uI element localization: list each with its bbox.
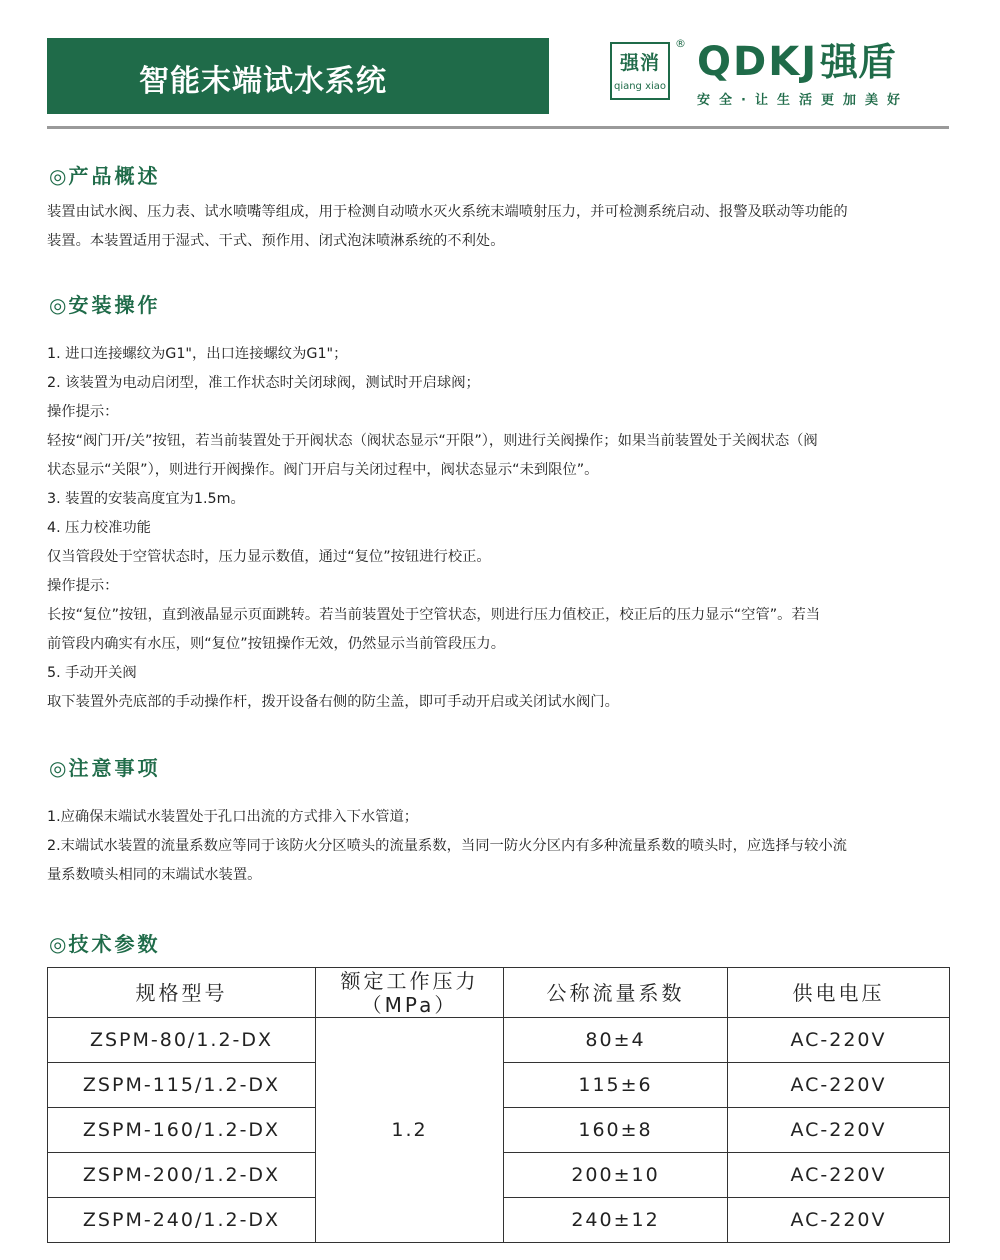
circle-bullet-icon: ◎: [49, 932, 67, 956]
text-line: 1.应确保末端试水装置处于孔口出流的方式排入下水管道；: [47, 809, 419, 825]
title-bar: [47, 38, 549, 114]
page-title: 智能末端试水系统: [139, 64, 387, 99]
cell-model: ZSPM-80/1.2-DX: [48, 1018, 316, 1063]
qiangxiao-logo: [610, 42, 670, 100]
text-line: 轻按“阀门开/关”按钮，若当前装置处于开阀状态（阀状态显示“开限”），则进行关阀操作；如果当前装置处于关阀状态（阀: [47, 433, 818, 449]
header-divider: [47, 126, 949, 129]
text-line: 4. 压力校准功能: [47, 520, 151, 536]
install-paragraph: [47, 340, 952, 717]
text-line: 5. 手动开关阀: [47, 665, 137, 681]
text-line: 仅当管段处于空管状态时，压力显示数值，通过“复位”按钮进行校正。: [47, 549, 491, 565]
circle-bullet-icon: ◎: [49, 164, 67, 188]
circle-bullet-icon: ◎: [49, 293, 67, 317]
text-line: 状态显示“关限”），则进行开阀操作。阀门开启与关闭过程中，阀状态显示“未到限位”。: [47, 462, 599, 478]
brand-cn-name: 强盾: [820, 40, 897, 84]
cell-flow: 80±4: [504, 1018, 728, 1063]
cell-model: ZSPM-115/1.2-DX: [48, 1063, 316, 1108]
cell-flow: 200±10: [504, 1153, 728, 1198]
cell-flow: 115±6: [504, 1063, 728, 1108]
spec-table: [47, 967, 950, 1243]
text-line: 前管段内确实有水压，则“复位”按钮操作无效，仍然显示当前管段压力。: [47, 636, 506, 652]
registered-mark: ®: [675, 37, 686, 50]
overview-paragraph: [47, 198, 952, 256]
header-pressure-unit: （MPa）: [361, 992, 458, 1017]
header-model: 规格型号: [48, 968, 316, 1018]
text-line: 2.末端试水装置的流量系数应等同于该防火分区喷头的流量系数，当同一防火分区内有多种流量系数的喷头时，应选择与较小流: [47, 838, 847, 854]
cell-model: ZSPM-240/1.2-DX: [48, 1198, 316, 1243]
text-line: 量系数喷头相同的末端试水装置。: [47, 867, 262, 883]
text-line: 长按“复位”按钮，直到液晶显示页面跳转。若当前装置处于空管状态，则进行压力值校正，校正后的压力显示“空管”。若当: [47, 607, 821, 623]
text-line: 1. 进口连接螺纹为G1"，出口连接螺纹为G1"；: [47, 346, 348, 362]
brand-letters: QDKJ: [697, 39, 819, 85]
logo-pinyin-text: qiang xiao: [613, 81, 667, 92]
brand-slogan: 安全·让生活更加美好: [697, 93, 909, 108]
text-line: 3. 装置的安装高度宜为1.5m。: [47, 491, 245, 507]
text-line: 装置由试水阀、压力表、试水喷嘴等组成，用于检测自动喷水灭火系统末端喷射压力，并可检测系统启动、报警及联动等功能的: [47, 204, 848, 220]
section-title-text: 技术参数: [68, 932, 161, 956]
header-pressure-line1: 额定工作压力: [340, 968, 479, 993]
section-title-text: 产品概述: [68, 164, 161, 188]
cell-flow: 160±8: [504, 1108, 728, 1153]
text-line: 操作提示：: [47, 578, 119, 594]
header-pressure: [316, 968, 504, 1018]
section-title-notes: [49, 752, 160, 781]
cell-model: ZSPM-200/1.2-DX: [48, 1153, 316, 1198]
cell-voltage: AC-220V: [728, 1108, 950, 1153]
table-row: [48, 1018, 950, 1063]
cell-voltage: AC-220V: [728, 1018, 950, 1063]
text-line: 取下装置外壳底部的手动操作杆，拨开设备右侧的防尘盖，即可手动开启或关闭试水阀门。: [47, 694, 619, 710]
header-voltage: 供电电压: [728, 968, 950, 1018]
header-flow: 公称流量系数: [504, 968, 728, 1018]
table-header-row: [48, 968, 950, 1018]
section-title-overview: [49, 160, 160, 189]
cell-model: ZSPM-160/1.2-DX: [48, 1108, 316, 1153]
cell-flow: 240±12: [504, 1198, 728, 1243]
section-title-install: [49, 289, 160, 318]
text-line: 2. 该装置为电动启闭型，准工作状态时关闭球阀，测试时开启球阀；: [47, 375, 480, 391]
notes-paragraph: [47, 803, 952, 890]
section-title-params: [49, 928, 160, 957]
section-title-text: 安装操作: [68, 293, 161, 317]
cell-voltage: AC-220V: [728, 1198, 950, 1243]
cell-voltage: AC-220V: [728, 1063, 950, 1108]
cell-pressure: 1.2: [316, 1018, 504, 1243]
circle-bullet-icon: ◎: [49, 756, 67, 780]
cell-voltage: AC-220V: [728, 1153, 950, 1198]
logo-cn-text: 强消: [619, 52, 660, 74]
text-line: 装置。本装置适用于湿式、干式、预作用、闭式泡沫喷淋系统的不利处。: [47, 233, 505, 249]
brand-logo: [697, 40, 896, 84]
section-title-text: 注意事项: [68, 756, 161, 780]
text-line: 操作提示：: [47, 404, 119, 420]
